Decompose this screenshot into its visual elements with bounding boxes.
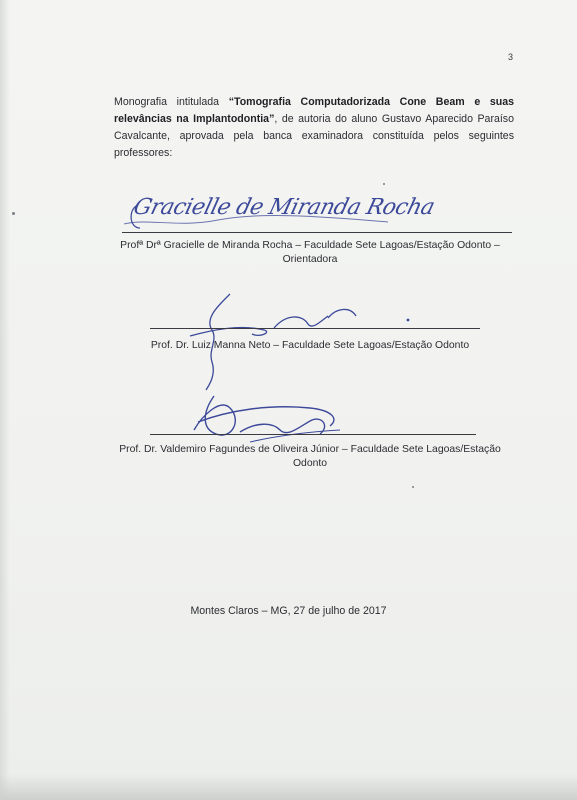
page-number: 3 <box>508 52 514 62</box>
examiner-3-role: Odonto <box>292 458 328 469</box>
place-and-date: Montes Claros – MG, 27 de julho de 2017 <box>190 605 387 617</box>
intro-prefix: Monografia intitulada <box>114 96 229 108</box>
intro-suffix: , de autoria do aluno Gustavo Aparecido Paraíso Cavalcante, aprovada pela banca examinadora constituída pelos seguintes professores: <box>114 113 514 159</box>
examiner-1 <box>100 239 520 267</box>
examiner-3 <box>100 443 520 471</box>
signature-line-2 <box>150 328 480 329</box>
signature-line-3 <box>150 434 476 435</box>
examiner-2-name: Prof. Dr. Luiz Manna Neto – Faculdade Sete Lagoas/Estação Odonto <box>150 340 470 351</box>
examiner-1-role: Orientadora <box>282 254 338 265</box>
signature-gracielle: Gracielle de Miranda Rocha <box>130 195 437 220</box>
monograph-title: “Tomografia Computadorizada Cone Beam e suas relevâncias na Implantodontia” <box>114 96 515 125</box>
scan-speck <box>383 183 385 185</box>
examiner-1-name: Profª Drª Gracielle de Miranda Rocha – Faculdade Sete Lagoas/Estação Odonto – <box>120 240 500 251</box>
examiner-2 <box>100 339 520 353</box>
scan-speck <box>12 212 15 215</box>
approval-statement <box>114 94 514 162</box>
examiner-3-name: Prof. Dr. Valdemiro Fagundes de Oliveira Júnior – Faculdade Sete Lagoas/Estação <box>119 444 501 455</box>
signature-line-1 <box>122 232 512 233</box>
scan-bottom-shadow <box>0 774 577 800</box>
scan-speck <box>412 486 414 488</box>
scan-edge-shadow <box>0 0 10 800</box>
